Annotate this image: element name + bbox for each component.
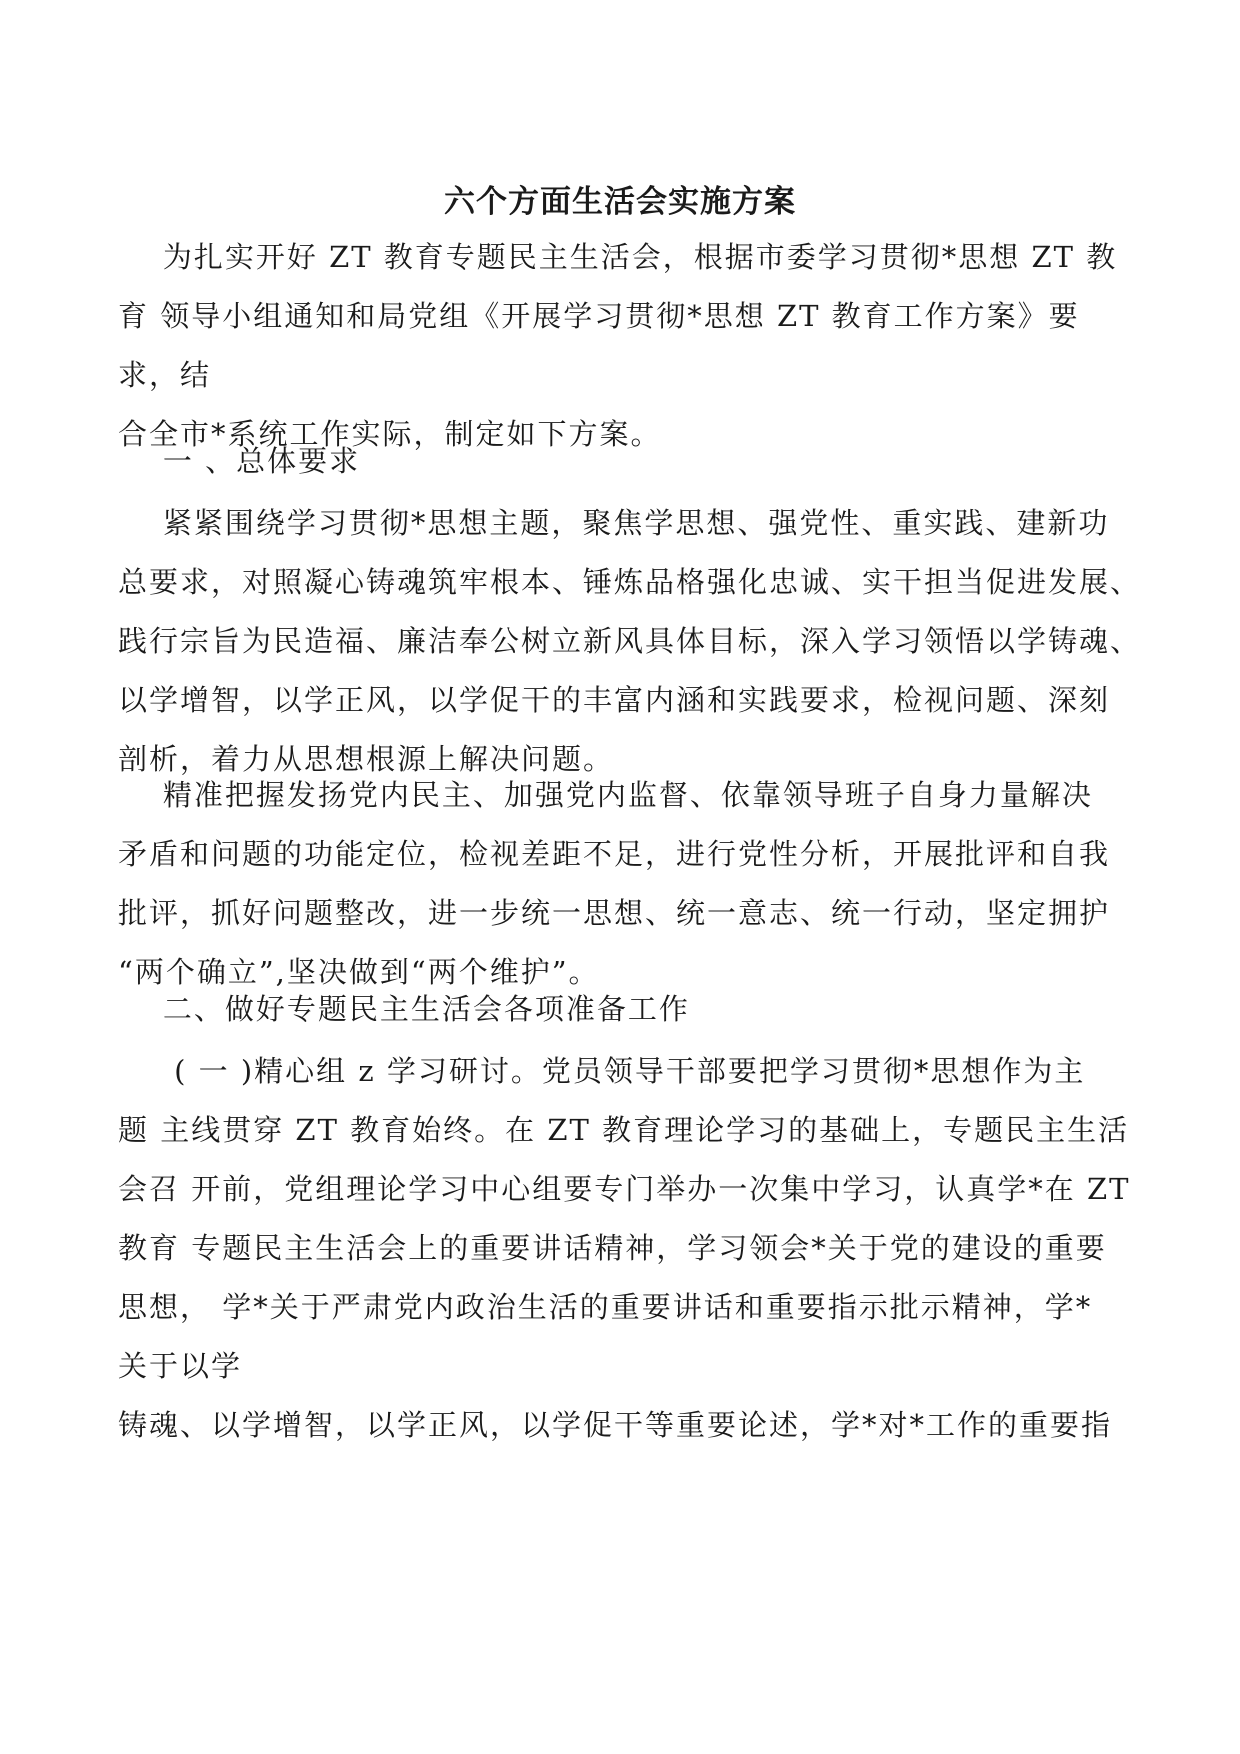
section-1-paragraph-2: 精准把握发扬党内民主、加强党内监督、依靠领导班子自身力量解决 矛盾和问题的功能定位，检视差距不足，进行党性分析，开展批评和自我 批评，抓好问题整改，进一步统一思想、统一意志、统一行动，坚定拥护 “两个确立”,坚决做到“两个维护”。 [118,778,1111,989]
document-title: 六个方面生活会实施方案 [444,184,796,220]
section-1-paragraph-1: 紧紧围绕学习贯彻*思想主题，聚焦学思想、强党性、重实践、建新功 总要求，对照凝心铸魂筑牢根本、锤炼品格强化忠诚、实干担当促进发展、 践行宗旨为民造福、廉洁奉公树立新风具体目标，深入学习领悟以学铸魂、 以学增智，以学正风，以学促干的丰富内涵和实践要求，检视问题、深刻 剖析，着力从思想根源上解决问题。 [118,506,1142,776]
section-1-heading: 一 、总体要求 [118,444,361,478]
intro-paragraph: 为扎实开好 ZT 教育专题民主生活会，根据市委学习贯彻*思想 ZT 教 育 领导小组通知和局党组《开展学习贯彻*思想 ZT 教育工作方案》要 求，结 合全市*系统工作实际，制定如下方案。 [118,240,1118,451]
section-2-heading: 二、做好专题民主生活会各项准备工作 [118,992,690,1026]
section-2-item-1: ( 一 )精心组 z 学习研讨。党员领导干部要把学习贯彻*思想作为主 题 主线贯穿 ZT 教育始终。在 ZT 教育理论学习的基础上，专题民主生活 会召 开前，党组理论学习中心组要专门举办一次集中学习，认真学*在 ZT 教育 专题民主生活会上的重要讲话精神，学习领会*关于党的建设的重要 思想， 学*关于严肃党内政治生活的重要讲话和重要指示批示精神，学* 关于以学 铸魂、以学增智，以学正风，以学促干等重要论述，学*对*工作的重要指 [118,1054,1131,1442]
